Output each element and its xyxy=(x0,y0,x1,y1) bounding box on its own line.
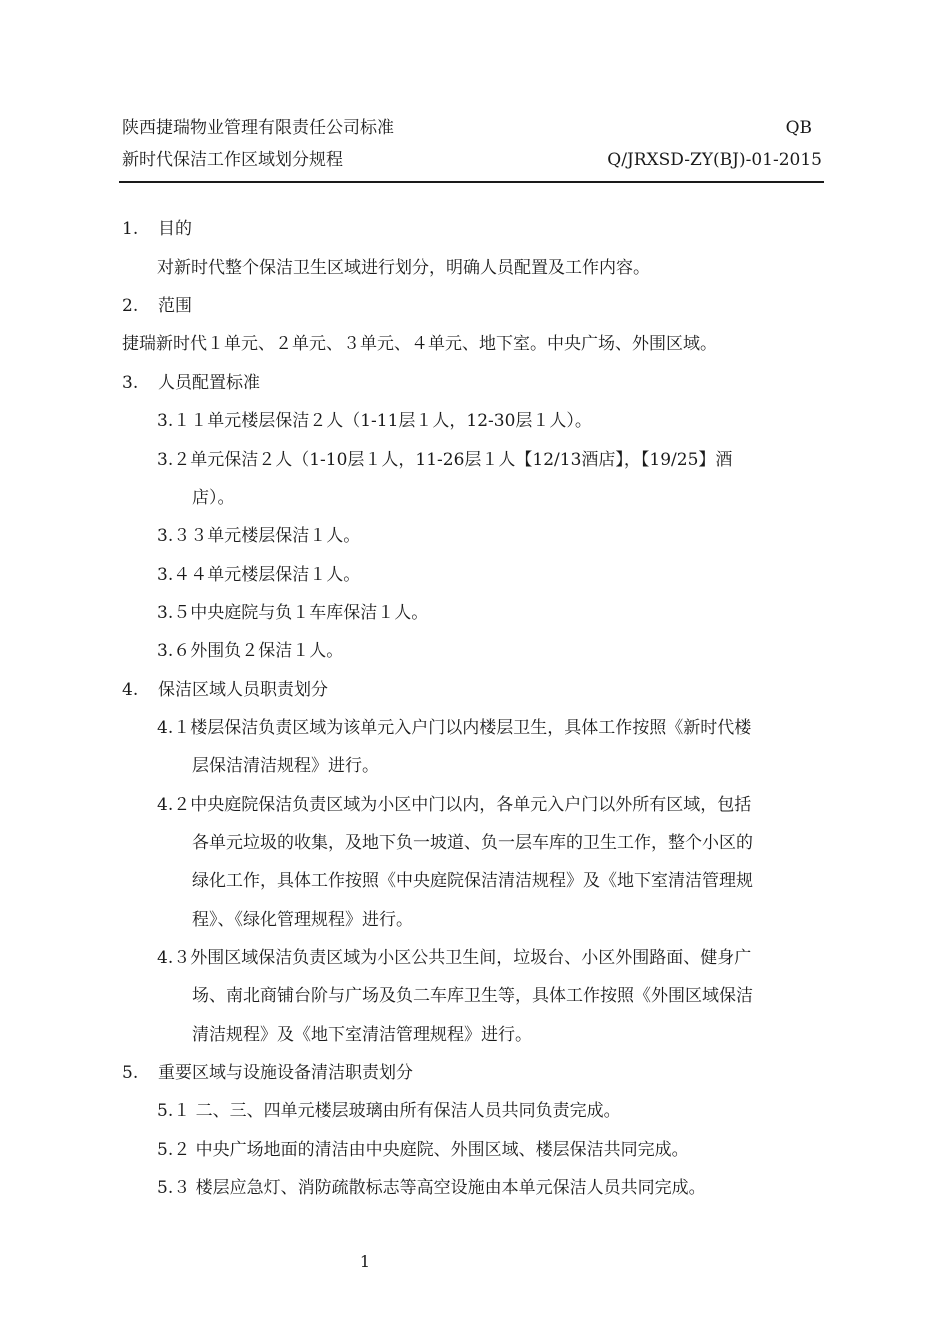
list-item-continuation: 层保洁清洁规程》进行。 xyxy=(192,756,379,776)
list-item: 5.２ 中央广场地面的清洁由中央庭院、外围区域、楼层保洁共同完成。 xyxy=(157,1140,689,1160)
section-number: 1. xyxy=(122,219,139,239)
section-4-heading xyxy=(122,679,328,701)
list-item: 4.２中央庭院保洁负责区域为小区中门以内，各单元入户门以外所有区域，包括 xyxy=(157,795,752,815)
list-item-continuation: 绿化工作，具体工作按照《中央庭院保洁清洁规程》及《地下室清洁管理规 xyxy=(192,871,753,891)
section-number: 5. xyxy=(122,1063,139,1083)
section-title: 目的 xyxy=(158,219,192,239)
list-item: 5.１ 二、三、四单元楼层玻璃由所有保洁人员共同负责完成。 xyxy=(157,1101,621,1121)
section-title: 范围 xyxy=(158,296,192,316)
list-item: 3.６外围负２保洁１人。 xyxy=(157,641,344,661)
section-title: 人员配置标准 xyxy=(158,373,260,393)
section-2-body: 捷瑞新时代１单元、２单元、３单元、４单元、地下室。中央广场、外围区域。 xyxy=(122,334,717,354)
list-item: 3.４４单元楼层保洁１人。 xyxy=(157,565,361,585)
section-number: 3. xyxy=(122,373,139,393)
section-2-heading xyxy=(122,295,192,317)
standard-mark: QB xyxy=(785,118,812,138)
list-item-continuation: 各单元垃圾的收集，及地下负一坡道、负一层车库的卫生工作，整个小区的 xyxy=(192,833,753,853)
section-number: 2. xyxy=(122,296,139,316)
company-standard-title: 陕西捷瑞物业管理有限责任公司标准 xyxy=(122,118,394,138)
list-item-continuation: 店）。 xyxy=(192,488,235,508)
list-item: 3.５中央庭院与负１车库保洁１人。 xyxy=(157,603,429,623)
list-item: 3.３３单元楼层保洁１人。 xyxy=(157,526,361,546)
list-item: 3.１１单元楼层保洁２人（1-11层１人，12-30层１人）。 xyxy=(157,411,592,431)
list-item: 4.１楼层保洁负责区域为该单元入户门以内楼层卫生，具体工作按照《新时代楼 xyxy=(157,718,752,738)
list-item-continuation: 场、南北商铺台阶与广场及负二车库卫生等，具体工作按照《外围区域保洁 xyxy=(192,986,753,1006)
section-3-heading xyxy=(122,372,260,394)
document-title: 新时代保洁工作区域划分规程 xyxy=(122,150,343,170)
header-divider xyxy=(119,181,824,183)
section-title: 保洁区域人员职责划分 xyxy=(158,680,328,700)
document-code: Q/JRXSD-ZY(BJ)-01-2015 xyxy=(607,150,822,170)
list-item: 4.３外围区域保洁负责区域为小区公共卫生间，垃圾台、小区外围路面、健身广 xyxy=(157,948,752,968)
list-item-continuation: 程》、《绿化管理规程》进行。 xyxy=(192,910,413,930)
section-title: 重要区域与设施设备清洁职责划分 xyxy=(158,1063,413,1083)
list-item: 5.３ 楼层应急灯、消防疏散标志等高空设施由本单元保洁人员共同完成。 xyxy=(157,1178,706,1198)
section-1-body: 对新时代整个保洁卫生区域进行划分，明确人员配置及工作内容。 xyxy=(157,258,650,278)
section-1-heading xyxy=(122,218,192,240)
list-item-continuation: 清洁规程》及《地下室清洁管理规程》进行。 xyxy=(192,1025,532,1045)
section-5-heading xyxy=(122,1062,413,1084)
list-item: 3.２单元保洁２人（1-10层１人，11-26层１人【12/13酒店】，【19/25】酒 xyxy=(157,450,733,470)
section-number: 4. xyxy=(122,680,139,700)
page-number: 1 xyxy=(359,1252,371,1271)
